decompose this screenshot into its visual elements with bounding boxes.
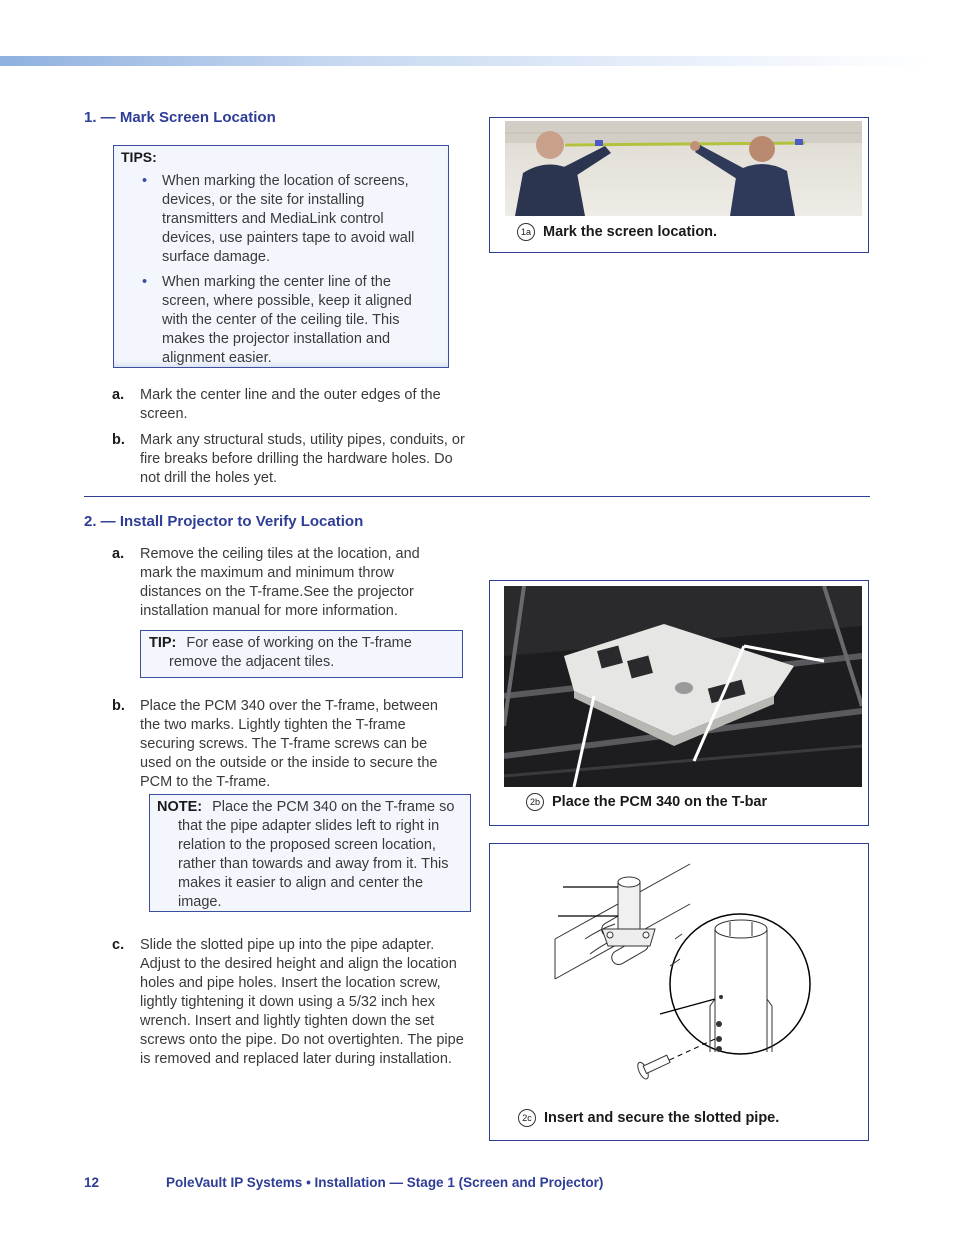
step2-heading: 2. — Install Projector to Verify Location [84, 513, 364, 530]
figure-2b-caption [526, 793, 767, 811]
tip-label: TIP: [149, 635, 177, 651]
tips-box [113, 145, 449, 368]
caption-text: Mark the screen location. [543, 223, 718, 240]
figure-2c [489, 843, 869, 1141]
item-label: c. [112, 937, 125, 953]
figure-badge: 2b [526, 793, 544, 811]
tips-title: TIPS: [121, 149, 157, 165]
page-number: 12 [84, 1175, 100, 1190]
item-text: Place the PCM 340 over the T-frame, between the two marks. Lightly tighten the T-frame securing screws. The T-frame screws can be used on the outside or the inside to secure the PCM to the T-frame. [140, 698, 438, 790]
figure-2b [489, 580, 869, 826]
item-label: a. [112, 546, 125, 562]
tip-text: For ease of working on the T-frame remove the adjacent tiles. [169, 635, 412, 670]
item-text: Remove the ceiling tiles at the location, and mark the maximum and minimum throw distances on the T-frame.See the projector installation manual for more information. [140, 546, 420, 619]
figure-1a [489, 117, 869, 253]
caption-text: Place the PCM 340 on the T-bar [552, 793, 768, 810]
item-label: b. [112, 432, 125, 448]
figure-badge: 2c [518, 1109, 536, 1127]
item-label: b. [112, 698, 125, 714]
tip-item: • When marking the center line of the screen, where possible, keep it aligned with the center of the ceiling tile. This makes the projector installation and alignment easier. [142, 273, 440, 368]
figure-badge: 1a [517, 223, 535, 241]
footer-title: PoleVault IP Systems • Installation — Stage 1 (Screen and Projector) [166, 1175, 604, 1190]
slotted-pipe-diagram [490, 844, 868, 1104]
step1-heading: 1. — Mark Screen Location [84, 109, 276, 126]
figure-2c-caption [518, 1109, 779, 1127]
tbar-mount-photo [504, 586, 862, 787]
tip-box [140, 630, 463, 678]
tips-list [142, 172, 440, 374]
item-text: Slide the slotted pipe up into the pipe adapter. Adjust to the desired height and align the location holes and pipe holes. Insert the location screw, lightly tightening it down using a 5/32 inch hex wrench. Insert and lightly tighten down the set screws onto the pipe. Do not overtighten. The pipe is removed and replaced later during installation. [140, 937, 464, 1067]
figure-1a-caption [517, 223, 717, 241]
caption-text: Insert and secure the slotted pipe. [544, 1109, 780, 1126]
header-gradient-bar [0, 56, 930, 66]
note-label: NOTE: [157, 799, 203, 815]
item-text: Mark the center line and the outer edges of the screen. [140, 387, 441, 422]
tip-item: • When marking the location of screens, devices, or the site for installing transmitters and MediaLink control devices, use painters tape to avoid wall surface damage. [142, 172, 440, 267]
item-label: a. [112, 387, 125, 403]
item-text: Mark any structural studs, utility pipes, conduits, or fire breaks before drilling the hardware holes. Do not drill the holes yet. [140, 432, 465, 486]
section-divider [84, 496, 870, 497]
note-box [149, 794, 471, 912]
ceiling-tape-photo [505, 121, 862, 216]
note-text: Place the PCM 340 on the T-frame so that the pipe adapter slides left to right in relation to the proposed screen location, rather than towards and away from it. This makes it easier to align and center the image. [178, 799, 455, 910]
